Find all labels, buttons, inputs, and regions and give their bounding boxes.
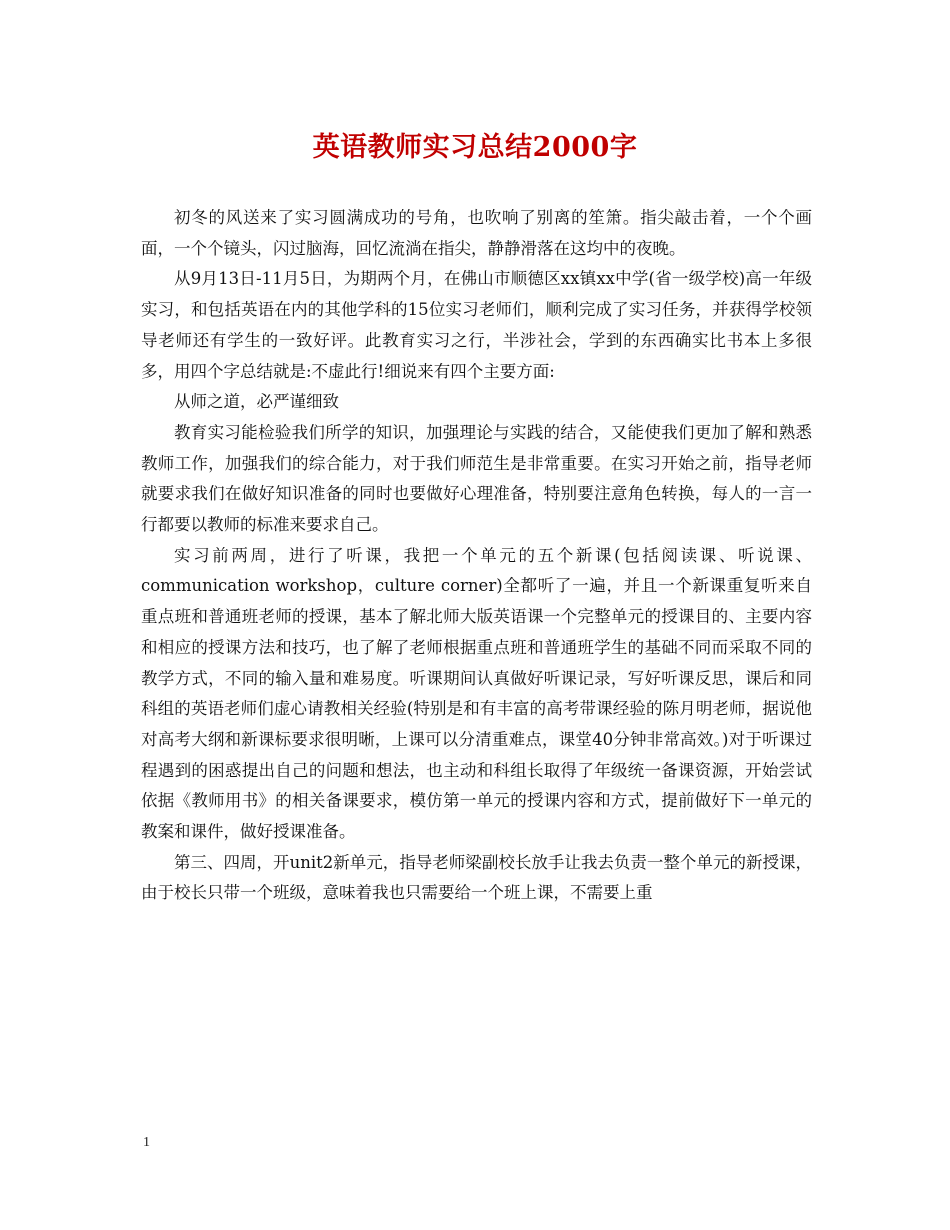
paragraph: 教育实习能检验我们所学的知识，加强理论与实践的结合，又能使我们更加了解和熟悉教师工作，加强我们的综合能力，对于我们师范生是非常重要。在实习开始之前，指导老师就要求我们在做好知识准备的同时也要做好心理准备，特别要注意角色转换，每人的一言一行都要以教师的标准来要求自己。 <box>141 422 812 535</box>
document-body <box>141 203 812 909</box>
page-number: 1 <box>143 1135 150 1150</box>
paragraph: 第三、四周，开unit2新单元，指导老师梁副校长放手让我去负责一整个单元的新授课，由于校长只带一个班级，意味着我也只需要给一个班上课，不需要上重 <box>141 852 812 903</box>
paragraph: 初冬的风送来了实习圆满成功的号角，也吹响了别离的笙箫。指尖敲击着，一个个画面，一个个镜头，闪过脑海，回忆流淌在指尖，静静滑落在这均中的夜晚。 <box>141 208 812 258</box>
paragraph: 从9月13日-11月5日，为期两个月，在佛山市顺德区xx镇xx中学(省一级学校)高一年级实习，和包括英语在内的其他学科的15位实习老师们，顺利完成了实习任务，并获得学校领导老师还有学生的一致好评。此教育实习之行，半涉社会，学到的东西确实比书本上多很多，用四个字总结就是:不虚此行!细说来有四个主要方面: <box>141 269 812 381</box>
document-title: 英语教师实习总结2000字 <box>312 132 638 163</box>
section-heading: 从师之道，必严谨细致 <box>174 392 339 412</box>
paragraph: 实习前两周，进行了听课，我把一个单元的五个新课(包括阅读课、听说课、communication workshop，culture corner)全都听了一遍，并且一个新课重复听来自重点班和普通班老师的授课，基本了解北师大版英语课一个完整单元的授课目的、主要内容和相应的授课方法和技巧，也了解了老师根据重点班和普通班学生的基础不同而采取不同的教学方式，不同的输入量和难易度。听课期间认真做好听课记录，写好听课反思，课后和同科组的英语老师们虚心请教相关经验(特别是和有丰富的高考带课经验的陈月明老师，据说他对高考大纲和新课标要求很明晰，上课可以分清重难点，课堂40分钟非常高效。)对于听课过程遇到的困惑提出自己的问题和想法，也主动和科组长取得了年级统一备课资源，开始尝试依据《教师用书》的相关备课要求，模仿第一单元的授课内容和方式，提前做好下一单元的教案和课件，做好授课准备。 <box>141 545 812 842</box>
